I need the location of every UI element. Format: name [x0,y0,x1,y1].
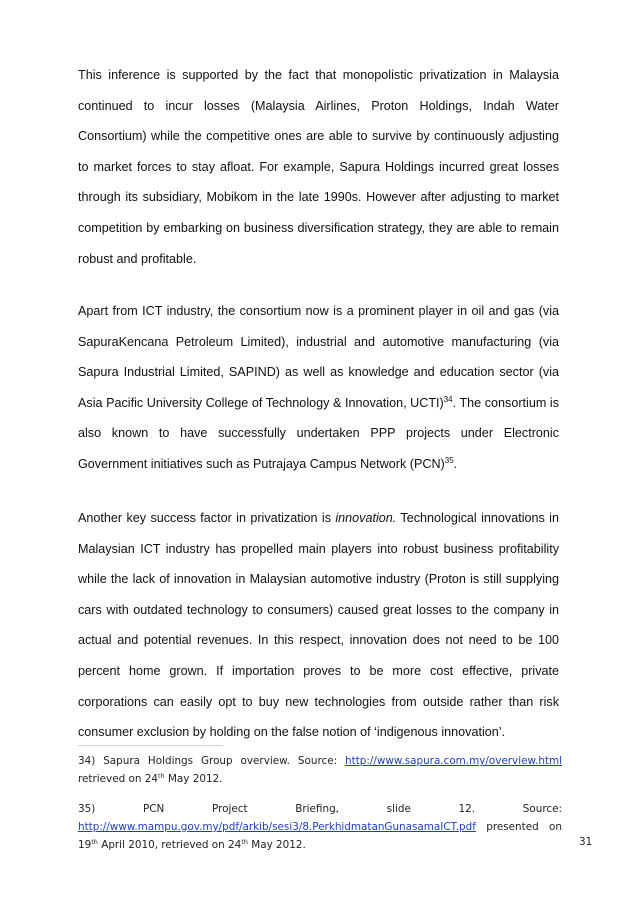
footnote-text: 35) PCN Project Briefing, slide 12. Source: [78,803,562,815]
paragraph-text: Apart from ICT industry, the consortium now is a prominent player in oil and gas (via SapuraKencana Petroleum Limited), industrial and automotive manufacturing (via Sapura Industrial Limited, SAPIND) as well as knowledge and education sector (via Asia Pacific University College of Technology & Innovation, UCTI) [78,304,559,410]
footnote-text: May 2012. [247,839,306,851]
emphasized-term: innovation. [335,511,397,525]
footnote-text: May 2012. [164,773,223,785]
paragraph-innovation [78,503,559,748]
footnote-text: retrieved on 24 [78,773,158,785]
ordinal-suffix: th [157,772,165,780]
paragraph-text: Technological innovations in Malaysian ICT industry has propelled main players into robust business profitability while the lack of innovation in Malaysian automotive industry (Proton is still supplying cars with outdated technology to consumers) caused great losses to the company in actual and potential revenues. In this respect, innovation does not need to be 100 percent home grown. If importation proves to be more cost effective, private corporations can easily opt to buy new technologies from outside rather than risk consumer exclusion by holding on the false notion of ‘indigenous innovation’. [78,511,559,740]
paragraph-privatization-losses [78,60,559,274]
ordinal-suffix: th [91,838,98,846]
footnote-35 [78,800,562,854]
paragraph-text: . [453,456,458,471]
footnote-separator [78,745,223,746]
paragraph-consortium-diversification [78,296,559,480]
footnote-34-link[interactable]: http://www.sapura.com.my/overview.html [345,755,562,767]
footnote-reference-35[interactable]: 35 [444,455,454,465]
paragraph-text: . The consortium is also known to have successfully undertaken PPP projects under Electronic Government initiatives such as Putrajaya Campus Network (PCN) [78,395,559,471]
page-number: 31 [579,836,593,848]
footnote-reference-34[interactable]: 34 [443,394,453,404]
footnote-34 [78,752,562,788]
footnote-text: 34) Sapura Holdings Group overview. Source: [78,755,346,767]
footnote-text: presented on 19 [78,821,562,851]
ordinal-suffix: th [241,838,248,846]
footnote-text: April 2010, retrieved on 24 [97,839,242,851]
footnote-35-link[interactable]: http://www.mampu.gov.my/pdf/arkib/sesi3/8.PerkhidmatanGunasamaICT.pdf [78,821,476,833]
paragraph-text: Another key success factor in privatization is [78,511,336,525]
paragraph-text: This inference is supported by the fact that monopolistic privatization in Malaysia continued to incur losses (Malaysia Airlines, Proton Holdings, Indah Water Consortium) while the competitive ones are able to survive by continuously adjusting to market forces to stay afloat. For example, Sapura Holdings incurred great losses through its subsidiary, Mobikom in the late 1990s. However after adjusting to market competition by embarking on business diversification strategy, they are able to remain robust and profitable. [78,68,559,266]
